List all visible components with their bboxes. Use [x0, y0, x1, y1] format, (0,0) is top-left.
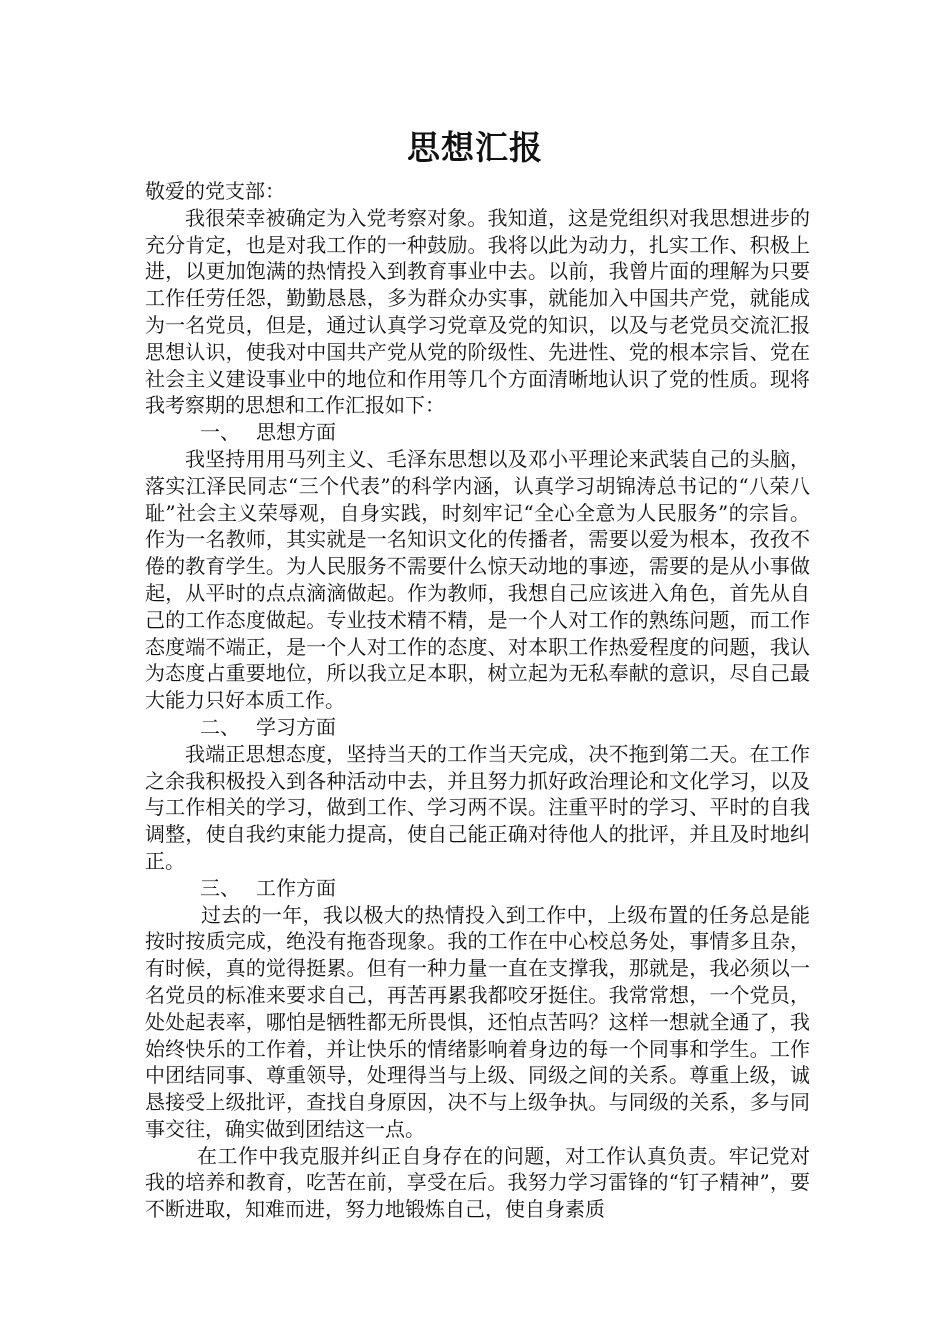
section-number: 三、	[200, 875, 240, 900]
section-paragraph: 在工作中我克服并纠正自身存在的问题，对工作认真负责。牢记党对我的培养和教育，吃苦在前，享受在后。我努力学习雷锋的“钉子精神”，要不断进取，知难而进，努力地锻炼自己，使自身素质	[145, 1143, 810, 1222]
intro-paragraph: 我很荣幸被确定为入党考察对象。我知道，这是党组织对我思想进步的充分肯定，也是对我工作的一种鼓励。我将以此为动力，扎实工作、积极上进，以更加饱满的热情投入到教育事业中去。以前，我曾片面的理解为只要工作任劳任怨，勤勤恳恳，多为群众办实事，就能加入中国共产党，就能成为一名党员，但是，通过认真学习党章及党的知识，以及与老党员交流汇报思想认识，使我对中国共产党从党的阶级性、先进性、党的根本宗旨、党在社会主义建设事业中的地位和作用等几个方面清晰地认识了党的性质。现将我考察期的思想和工作汇报如下：	[145, 205, 810, 418]
section-heading-text: 工作方面	[256, 875, 336, 900]
section-heading-thought	[145, 419, 810, 446]
document-title: 思想汇报	[407, 128, 543, 167]
section-heading-text: 学习方面	[256, 714, 336, 739]
section-heading-study	[145, 714, 810, 741]
section-paragraph: 我端正思想态度，坚持当天的工作当天完成，决不拖到第二天。在工作之余我积极投入到各种活动中去，并且努力抓好政治理论和文化学习，以及与工作相关的学习，做到工作、学习两不误。注重平时的学习、平时的自我调整，使自我约束能力提高，使自己能正确对待他人的批评，并且及时地纠正。	[145, 741, 810, 873]
section-paragraph: 过去的一年，我以极大的热情投入到工作中，上级布置的任务总是能按时按质完成，绝没有拖沓现象。我的工作在中心校总务处，事情多且杂，有时候，真的觉得挺累。但有一种力量一直在支撑我，那就是，我必须以一名党员的标准来要求自己，再苦再累我都咬牙挺住。我常常想，一个党员，处处起表率，哪怕是牺牲都无所畏惧，还怕点苦吗？这样一想就全通了，我始终快乐的工作着，并让快乐的情绪影响着身边的每一个同事和学生。工作中团结同事、尊重领导，处理得当与上级、同级之间的关系。尊重上级，诚恳接受上级批评，查找自身原因，决不与上级争执。与同级的关系，多与同事交往，确实做到团结这一点。	[145, 902, 810, 1141]
section-number: 二、	[200, 714, 240, 739]
section-paragraph: 我坚持用用马列主义、毛泽东思想以及邓小平理论来武装自己的头脑，落实江泽民同志“三个代表”的科学内涵，认真学习胡锦涛总书记的“八荣八耻”社会主义荣辱观，自身实践，时刻牢记“全心全意为人民服务”的宗旨。作为一名教师，其实就是一名知识文化的传播者，需要以爱为根本，孜孜不倦的教育学生。为人民服务不需要什么惊天动地的事迹，需要的是从小事做起，从平时的点点滴滴做起。作为教师，我想自己应该进入角色，首先从自己的工作态度做起。专业技术精不精，是一个人对工作的熟练问题，而工作态度端不端正，是一个人对工作的态度、对本职工作热爱程度的问题，我认为态度占重要地位，所以我立足本职，树立起为无私奉献的意识，尽自己最大能力只好本质工作。	[145, 446, 810, 713]
section-heading-text: 思想方面	[256, 420, 336, 445]
section-heading-work	[145, 875, 810, 902]
section-number: 一、	[200, 420, 240, 445]
document-body	[145, 178, 810, 1223]
salutation: 敬爱的党支部：	[145, 179, 285, 203]
